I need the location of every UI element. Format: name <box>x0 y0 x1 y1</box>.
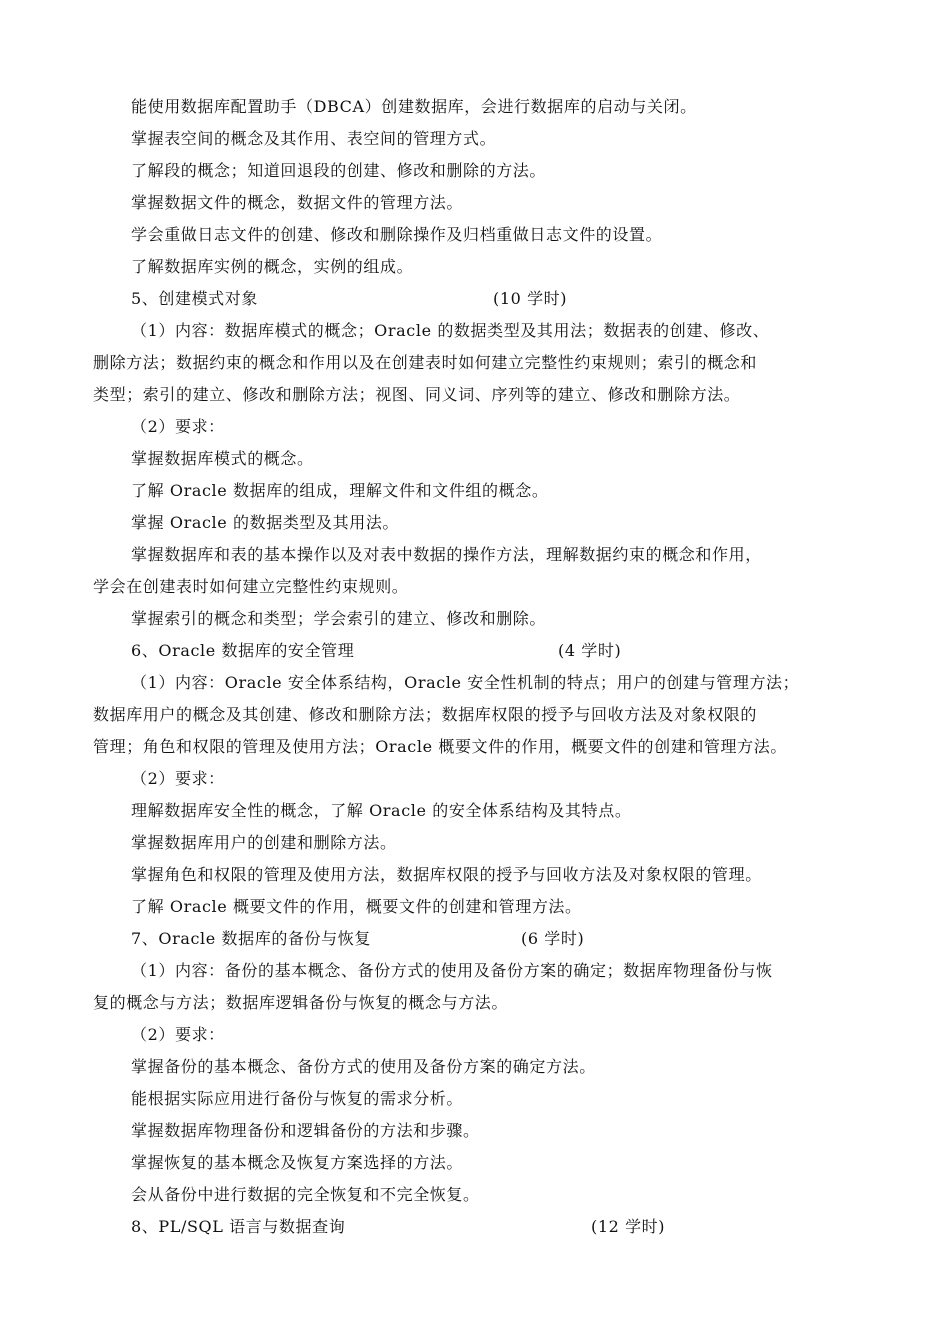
text-line: 掌握角色和权限的管理及使用方法，数据库权限的授予与回收方法及对象权限的管理。 <box>131 865 762 884</box>
section-title: 8、PL/SQL 语言与数据查询 <box>131 1217 346 1236</box>
text-line: 会从备份中进行数据的完全恢复和不完全恢复。 <box>131 1185 480 1204</box>
section-title: 5、创建模式对象 <box>131 289 258 308</box>
text-line: 掌握表空间的概念及其作用、表空间的管理方式。 <box>131 129 497 148</box>
section-hours: (12 学时) <box>591 1217 666 1236</box>
text-line: 掌握 Oracle 的数据类型及其用法。 <box>131 513 400 532</box>
text-line: （2）要求： <box>131 1025 225 1044</box>
text-line: 掌握数据库用户的创建和删除方法。 <box>131 833 397 852</box>
text-line: 掌握恢复的基本概念及恢复方案选择的方法。 <box>131 1153 464 1172</box>
text-line: 学会重做日志文件的创建、修改和删除操作及归档重做日志文件的设置。 <box>131 225 663 244</box>
text-line: 管理；角色和权限的管理及使用方法；Oracle 概要文件的作用，概要文件的创建和管理方法。 <box>93 737 787 756</box>
text-line: 掌握数据文件的概念，数据文件的管理方法。 <box>131 193 464 212</box>
section-hours: (6 学时) <box>521 929 585 948</box>
text-line: 了解数据库实例的概念，实例的组成。 <box>131 257 414 276</box>
text-line: 理解数据库安全性的概念，了解 Oracle 的安全体系结构及其特点。 <box>131 801 632 820</box>
text-line: 删除方法；数据约束的概念和作用以及在创建表时如何建立完整性约束规则；索引的概念和 <box>93 353 758 372</box>
text-line: 掌握索引的概念和类型；学会索引的建立、修改和删除。 <box>131 609 547 628</box>
text-line: 能根据实际应用进行备份与恢复的需求分析。 <box>131 1089 464 1108</box>
section-hours: (10 学时) <box>493 289 568 308</box>
text-line: 掌握数据库物理备份和逻辑备份的方法和步骤。 <box>131 1121 480 1140</box>
section-heading <box>131 640 622 662</box>
text-line: 掌握数据库模式的概念。 <box>131 449 314 468</box>
text-line: 了解 Oracle 数据库的组成，理解文件和文件组的概念。 <box>131 481 549 500</box>
section-heading <box>131 928 585 950</box>
text-line: （1）内容：Oracle 安全体系结构，Oracle 安全性机制的特点；用户的创建与管理方法； <box>131 673 800 692</box>
text-line: 复的概念与方法；数据库逻辑备份与恢复的概念与方法。 <box>93 993 509 1012</box>
text-line: 掌握备份的基本概念、备份方式的使用及备份方案的确定方法。 <box>131 1057 596 1076</box>
section-title: 6、Oracle 数据库的安全管理 <box>131 641 355 660</box>
section-title: 7、Oracle 数据库的备份与恢复 <box>131 929 371 948</box>
section-hours: (4 学时) <box>558 641 622 660</box>
text-line: 学会在创建表时如何建立完整性约束规则。 <box>93 577 409 596</box>
text-line: 了解段的概念；知道回退段的创建、修改和删除的方法。 <box>131 161 547 180</box>
text-line: （2）要求： <box>131 769 225 788</box>
text-line: 掌握数据库和表的基本操作以及对表中数据的操作方法，理解数据约束的概念和作用， <box>131 545 762 564</box>
text-line: 数据库用户的概念及其创建、修改和删除方法；数据库权限的授予与回收方法及对象权限的 <box>93 705 758 724</box>
section-heading <box>131 288 568 310</box>
text-line: （1）内容：数据库模式的概念；Oracle 的数据类型及其用法；数据表的创建、修改、 <box>131 321 770 340</box>
text-line: （2）要求： <box>131 417 225 436</box>
text-line: 能使用数据库配置助手（DBCA）创建数据库，会进行数据库的启动与关闭。 <box>131 97 697 116</box>
text-line: 了解 Oracle 概要文件的作用，概要文件的创建和管理方法。 <box>131 897 582 916</box>
text-line: （1）内容：备份的基本概念、备份方式的使用及备份方案的确定；数据库物理备份与恢 <box>131 961 773 980</box>
text-line: 类型；索引的建立、修改和删除方法；视图、同义词、序列等的建立、修改和删除方法。 <box>93 385 741 404</box>
section-heading <box>131 1216 666 1238</box>
